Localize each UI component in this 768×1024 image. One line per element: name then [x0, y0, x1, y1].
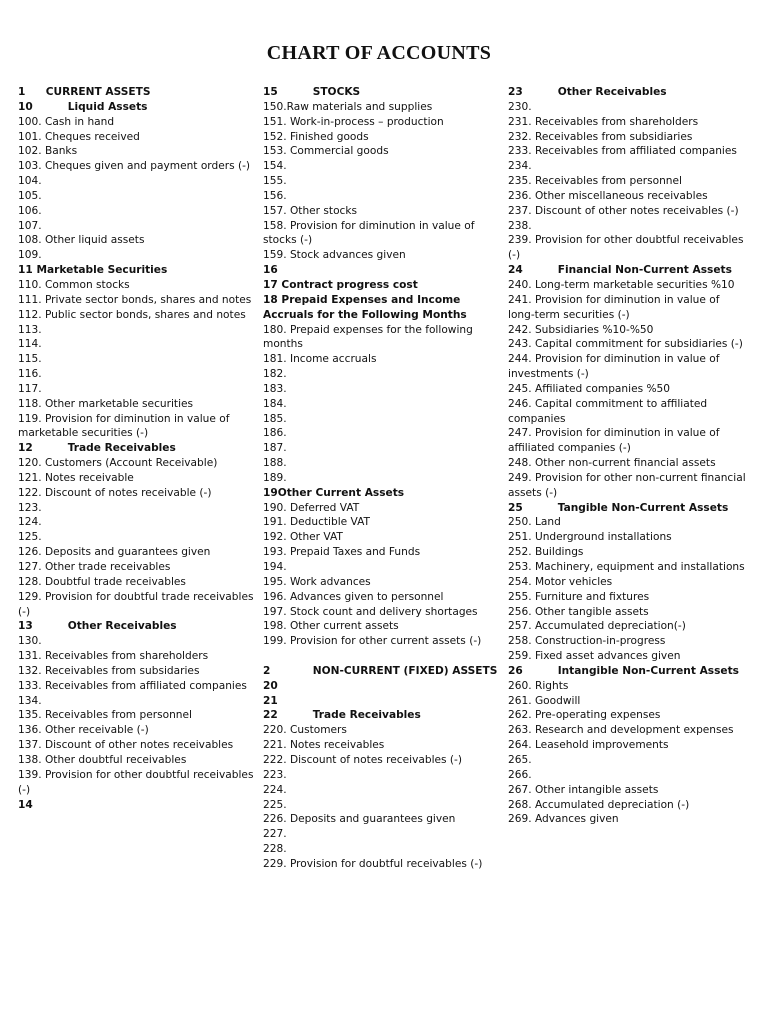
account-item: 101. Cheques received — [18, 130, 140, 143]
account-item: 243. Capital commitment for subsidiaries (-) — [508, 338, 743, 351]
section-number: 24 — [508, 264, 523, 277]
account-item: 231. Receivables from shareholders — [508, 115, 699, 128]
account-item: 192. Other VAT — [263, 531, 343, 544]
column-middle — [263, 85, 503, 872]
section-number: 16 — [263, 264, 278, 277]
account-item: 122. Discount of notes receivable (-) — [18, 486, 212, 499]
section-heading — [263, 85, 503, 100]
section-number: 23 — [508, 86, 523, 98]
account-item: 139. Provision for other doubtful receivables (-) — [18, 768, 254, 796]
section-heading — [18, 619, 258, 634]
account-item: 180. Prepaid expenses for the following months — [263, 323, 473, 351]
section-number: 22 — [263, 709, 278, 722]
section-heading — [263, 263, 503, 278]
section-number: 1 — [18, 86, 26, 98]
section-title: STOCKS — [312, 86, 361, 98]
account-item: 234. — [508, 160, 532, 173]
account-item: 186. — [263, 427, 287, 440]
account-item: 110. Common stocks — [18, 278, 130, 291]
section-number: 13 — [18, 620, 33, 633]
account-item: 259. Fixed asset advances given — [508, 650, 681, 663]
account-item: 256. Other tangible assets — [508, 605, 649, 618]
account-item: 127. Other trade receivables — [18, 561, 171, 573]
account-item: 100. Cash in hand — [18, 115, 115, 128]
account-item: 131. Receivables from shareholders — [18, 650, 209, 663]
account-item: 151. Work-in-process – production — [263, 115, 444, 128]
account-item: 117. — [18, 382, 42, 395]
section-title: Intangible Non-Current Assets — [557, 664, 739, 677]
account-item: 198. Other current assets — [263, 620, 399, 633]
section-heading — [263, 664, 503, 679]
account-item: 138. Other doubtful receivables — [18, 753, 187, 766]
account-item: 129. Provision for doubtful trade receivables (-) — [18, 590, 254, 618]
spacer — [263, 649, 503, 664]
account-item: 268. Accumulated depreciation (-) — [508, 798, 690, 811]
section-number: 2 — [263, 664, 271, 677]
section-number: 15 — [263, 86, 278, 98]
account-item: 250. Land — [508, 516, 561, 529]
section-heading — [508, 85, 748, 100]
account-item: 197. Stock count and delivery shortages — [263, 605, 478, 618]
section-number: 21 — [263, 694, 278, 707]
account-item: 112. Public sector bonds, shares and notes — [18, 308, 246, 321]
account-item: 221. Notes receivables — [263, 739, 385, 752]
account-item: 113. — [18, 323, 42, 336]
account-item: 199. Provision for other current assets (-) — [263, 635, 482, 648]
section-heading: 18 Prepaid Expenses and Income Accruals for the Following Months — [263, 293, 467, 321]
section-number: 25 — [508, 501, 523, 514]
account-item: 267. Other intangible assets — [508, 783, 659, 796]
section-heading — [18, 441, 258, 456]
section-heading — [18, 100, 258, 115]
account-item: 188. — [263, 457, 287, 470]
section-number: 14 — [18, 798, 33, 811]
account-item: 239. Provision for other doubtful receivables (-) — [508, 234, 744, 262]
account-item: 111. Private sector bonds, shares and notes — [18, 293, 252, 306]
account-item: 237. Discount of other notes receivables (-) — [508, 204, 739, 217]
section-title: Trade Receivables — [312, 709, 421, 722]
section-title: CURRENT ASSETS — [45, 86, 151, 98]
account-item: 136. Other receivable (-) — [18, 724, 149, 737]
account-item: 182. — [263, 368, 287, 381]
account-item: 102. Banks — [18, 145, 78, 158]
account-item: 227. — [263, 828, 287, 841]
account-item: 155. — [263, 175, 287, 188]
account-item: 235. Receivables from personnel — [508, 175, 682, 188]
account-item: 114. — [18, 338, 42, 351]
account-item: 137. Discount of other notes receivables — [18, 739, 234, 752]
account-item: 244. Provision for diminution in value of investments (-) — [508, 353, 720, 381]
account-item: 190. Deferred VAT — [263, 501, 360, 514]
account-item: 245. Affiliated companies %50 — [508, 382, 671, 395]
account-item: 194. — [263, 561, 287, 573]
account-item: 121. Notes receivable — [18, 471, 134, 484]
account-item: 238. — [508, 219, 532, 232]
section-title: Marketable Securities — [36, 264, 168, 277]
account-item: 232. Receivables from subsidiaries — [508, 130, 693, 143]
account-item: 223. — [263, 768, 287, 781]
account-item: 195. Work advances — [263, 575, 371, 588]
column-right — [508, 85, 748, 827]
account-item: 249. Provision for other non-current financial assets (-) — [508, 471, 746, 499]
account-item: 107. — [18, 219, 42, 232]
account-item: 222. Discount of notes receivables (-) — [263, 753, 463, 766]
account-item: 226. Deposits and guarantees given — [263, 813, 456, 826]
account-item: 183. — [263, 382, 287, 395]
account-item: 262. Pre-operating expenses — [508, 709, 661, 722]
account-item: 134. — [18, 694, 42, 707]
account-item: 246. Capital commitment to affiliated companies — [508, 397, 708, 425]
account-item: 153. Commercial goods — [263, 145, 389, 158]
account-item: 116. — [18, 368, 42, 381]
account-item: 266. — [508, 768, 532, 781]
account-item: 258. Construction-in-progress — [508, 635, 666, 648]
account-item: 264. Leasehold improvements — [508, 739, 669, 752]
account-item: 241. Provision for diminution in value of long-term securities (-) — [508, 293, 720, 321]
section-heading — [18, 263, 258, 278]
section-heading — [263, 679, 503, 694]
account-item: 124. — [18, 516, 42, 529]
account-item: 152. Finished goods — [263, 130, 369, 143]
page-title: CHART OF ACCOUNTS — [266, 42, 492, 64]
account-item: 159. Stock advances given — [263, 249, 406, 262]
section-number: 12 — [18, 442, 33, 455]
account-item: 119. Provision for diminution in value of marketable securities (-) — [18, 412, 230, 440]
section-heading — [508, 664, 748, 679]
account-item: 118. Other marketable securities — [18, 397, 194, 410]
account-item: 103. Cheques given and payment orders (-) — [18, 160, 251, 173]
account-item: 263. Research and development expenses — [508, 724, 734, 737]
section-title: Trade Receivables — [67, 442, 176, 455]
account-item: 106. — [18, 204, 42, 217]
section-number: 20 — [263, 679, 278, 692]
section-heading — [263, 694, 503, 709]
section-heading — [18, 85, 258, 100]
account-item: 130. — [18, 635, 42, 648]
account-item: 265. — [508, 753, 532, 766]
account-item: 120. Customers (Account Receivable) — [18, 457, 218, 470]
section-number: 10 — [18, 100, 33, 113]
account-item: 253. Machinery, equipment and installations — [508, 561, 745, 573]
account-item: 184. — [263, 397, 287, 410]
account-item: 196. Advances given to personnel — [263, 590, 444, 603]
account-item: 158. Provision for diminution in value of stocks (-) — [263, 219, 475, 247]
section-heading: 19Other Current Assets — [263, 486, 405, 499]
account-item: 220. Customers — [263, 724, 347, 737]
section-number: 26 — [508, 664, 523, 677]
account-item: 193. Prepaid Taxes and Funds — [263, 546, 421, 559]
account-item: 240. Long-term marketable securities %10 — [508, 278, 735, 291]
column-left — [18, 85, 258, 812]
account-item: 225. — [263, 798, 287, 811]
account-item: 260. Rights — [508, 679, 569, 692]
account-item: 228. — [263, 843, 287, 856]
account-item: 191. Deductible VAT — [263, 516, 371, 529]
account-item: 157. Other stocks — [263, 204, 358, 217]
account-item: 150.Raw materials and supplies — [263, 100, 433, 113]
account-item: 252. Buildings — [508, 546, 584, 559]
account-item: 248. Other non-current financial assets — [508, 457, 716, 470]
account-item: 133. Receivables from affiliated companies — [18, 679, 247, 692]
account-item: 123. — [18, 501, 42, 514]
account-item: 233. Receivables from affiliated companies — [508, 145, 737, 158]
account-item: 269. Advances given — [508, 813, 619, 826]
account-item: 185. — [263, 412, 287, 425]
account-item: 108. Other liquid assets — [18, 234, 145, 247]
account-item: 132. Receivables from subsidaries — [18, 664, 200, 677]
account-item: 255. Furniture and fixtures — [508, 590, 650, 603]
account-item: 230. — [508, 100, 532, 113]
account-item: 125. — [18, 531, 42, 544]
account-item: 115. — [18, 353, 42, 366]
account-item: 247. Provision for diminution in value of affiliated companies (-) — [508, 427, 720, 455]
account-item: 109. — [18, 249, 42, 262]
section-heading — [508, 501, 748, 516]
account-item: 224. — [263, 783, 287, 796]
section-number: 11 — [18, 264, 33, 277]
account-item: 189. — [263, 471, 287, 484]
account-item: 156. — [263, 189, 287, 202]
section-title: Financial Non-Current Assets — [557, 264, 732, 277]
account-item: 187. — [263, 442, 287, 455]
account-item: 242. Subsidiaries %10-%50 — [508, 323, 654, 336]
account-item: 105. — [18, 189, 42, 202]
account-item: 254. Motor vehicles — [508, 575, 613, 588]
account-item: 126. Deposits and guarantees given — [18, 546, 211, 559]
account-item: 229. Provision for doubtful receivables (-) — [263, 857, 483, 870]
account-item: 181. Income accruals — [263, 353, 377, 366]
section-title: Other Receivables — [557, 86, 667, 98]
account-item: 104. — [18, 175, 42, 188]
section-heading: 17 Contract progress cost — [263, 278, 418, 291]
account-item: 135. Receivables from personnel — [18, 709, 192, 722]
section-heading — [263, 708, 503, 723]
section-title: Liquid Assets — [67, 100, 148, 113]
section-title: Other Receivables — [67, 620, 177, 633]
account-item: 257. Accumulated depreciation(-) — [508, 620, 686, 633]
account-item: 251. Underground installations — [508, 531, 672, 544]
account-item: 154. — [263, 160, 287, 173]
account-item: 261. Goodwill — [508, 694, 581, 707]
account-item: 236. Other miscellaneous receivables — [508, 189, 708, 202]
section-title: Tangible Non-Current Assets — [557, 501, 729, 514]
section-heading — [508, 263, 748, 278]
section-heading — [18, 798, 258, 813]
account-item: 128. Doubtful trade receivables — [18, 575, 186, 588]
section-title: NON-CURRENT (FIXED) ASSETS — [312, 664, 498, 677]
